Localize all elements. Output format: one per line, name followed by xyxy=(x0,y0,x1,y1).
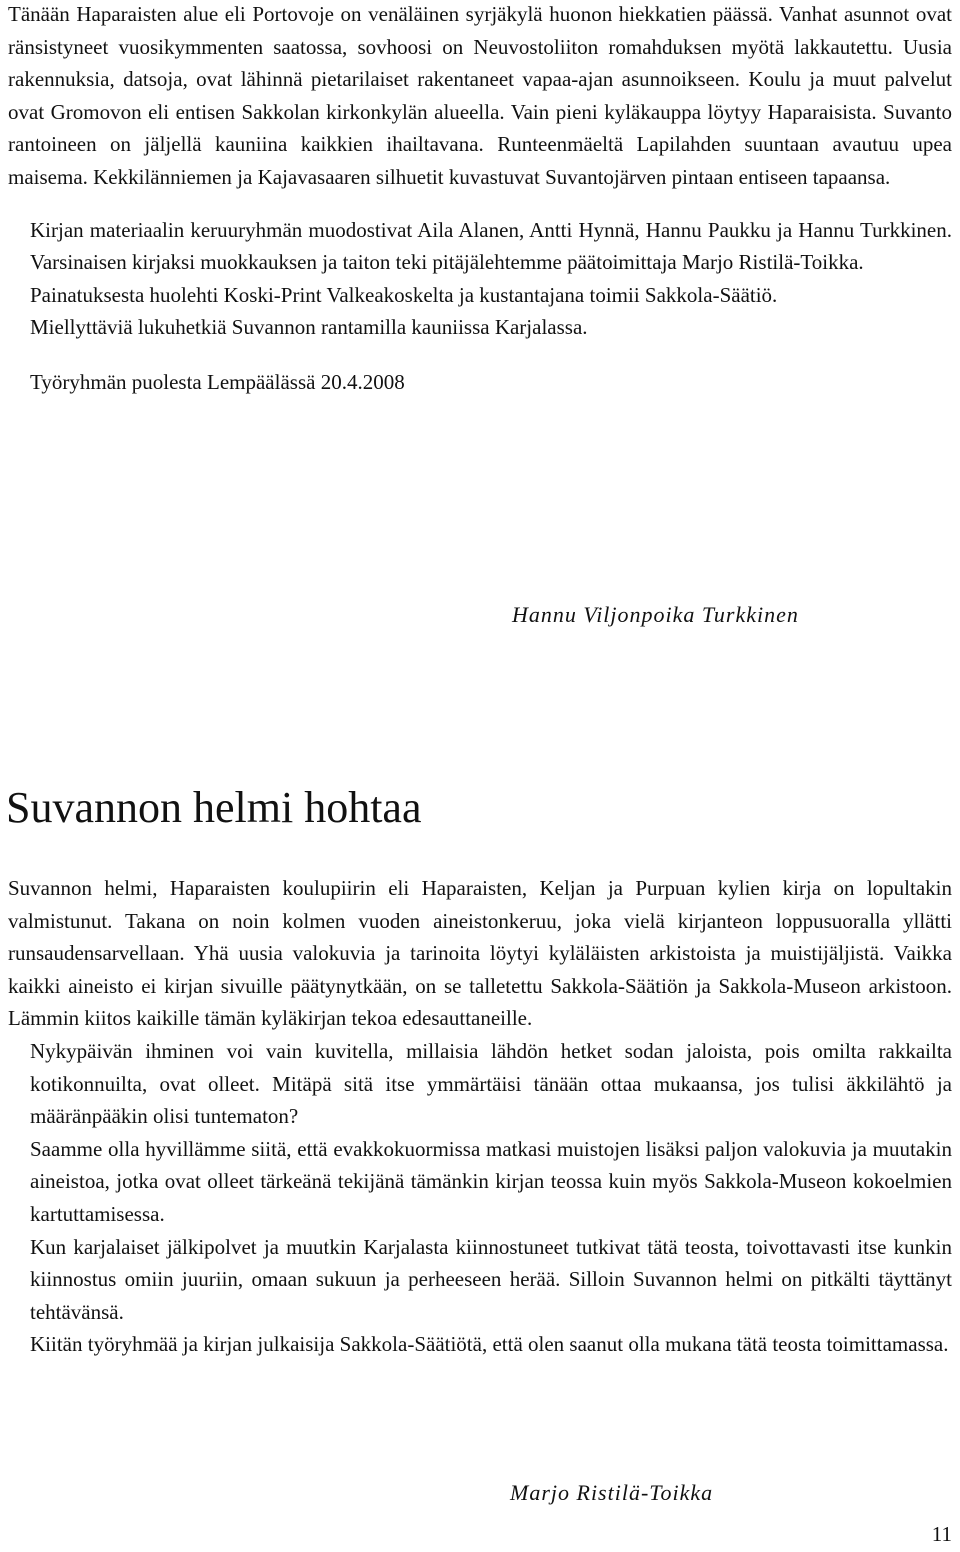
body-paragraph: Suvannon helmi, Haparaisten koulupiirin eli Haparaisten, Keljan ja Purpuan kylien kirja on lopultakin valmistunut. Takana on noin kolmen vuoden aineistonkeruu, joka vielä kirjanteon loppusuoralla yllätti runsaudensarvellaan. Yhä uusia valokuvia ja tarinoita löytyi kyläläisten arkistoista ja muistijäljistä. Vaikka kaikki aineisto ei kirjan sivuille päätynytkään, on se talletettu Sakkola-Säätiön ja Sakkola-Museon arkistoon. Lämmin kiitos kaikille tämän kyläkirjan tekoa edesauttaneille. xyxy=(8,876,952,1031)
intro-text-block xyxy=(8,0,952,399)
intro-paragraph: Tänään Haparaisten alue eli Portovoje on venäläinen syrjäkylä huonon hiekkatien päässä. Vanhat asunnot ovat ränsistyneet vuosikymmenten saatossa, sovhoosi on Neuvostoliiton romahduksen myötä lakkautettu. Uusia rakennuksia, datsoja, ovat lähinnä pietarilaiset rakentaneet vapaa-ajan asunnoikseen. Koulu ja muut palvelut ovat Gromovon eli entisen Sakkolan kirkonkylän alueella. Vain pieni kyläkauppa löytyy Haparaisista. Suvanto rantoineen on jäljellä kauniina kaikkien ihailtavana. Runteenmäeltä Lapilahden suuntaan avautuu upea maisema. Kekkilänniemen ja Kajavasaaren silhuetit kuvastuvat Suvantojärven pintaan entiseen tapaansa. xyxy=(8,2,952,189)
body-paragraph: Kiitän työryhmää ja kirjan julkaisija Sakkola-Säätiötä, että olen saanut olla mukana tätä teosta toimittamassa. xyxy=(30,1332,949,1357)
main-text-block xyxy=(8,872,952,1361)
signature-ristila-toikka: Marjo Ristilä-Toikka xyxy=(510,1480,714,1505)
body-paragraph: Saamme olla hyvillämme siitä, että evakkokuormissa matkasi muistojen lisäksi paljon valokuvia ja muutakin aineistoa, jotka ovat olleet tärkeänä tekijänä tämänkin kirjan teossa kuin myös Sakkola-Museon kokoelmien kartuttamisessa. xyxy=(30,1136,952,1226)
credits-paragraph: Kirjan materiaalin keruuryhmän muodostivat Aila Alanen, Antti Hynnä, Hannu Paukku ja Hannu Turkkinen. Varsinaisen kirjaksi muokkauksen ja taiton teki pitäjälehtemme päätoimittaja Marjo Ristilä-Toikka. xyxy=(30,217,952,275)
printing-paragraph: Painatuksesta huolehti Koski-Print Valkeakoskelta ja kustantajana toimii Sakkola-Säätiö. xyxy=(30,282,778,307)
page-number: 11 xyxy=(931,1522,952,1546)
signature-turkkinen: Hannu Viljonpoika Turkkinen xyxy=(512,602,799,627)
body-paragraph: Nykypäivän ihminen voi vain kuvitella, millaisia lähdön hetket sodan jaloista, pois omilta rakkailta kotikonnuilta, ovat olleet. Mitäpä sitä itse ymmärtäisi tänään ottaa mukaansa, jos tulisi äkkilähtö ja määränpääkin olisi tuntematon? xyxy=(30,1038,952,1129)
body-paragraph: Kun karjalaiset jälkipolvet ja muutkin Karjalasta kiinnostuneet tutkivat tätä teosta, toivottavasti itse kunkin kiinnostus omiin juuriin, omaan sukuun ja perheeseen herää. Silloin Suvannon helmi on pitkälti täyttänyt tehtävänsä. xyxy=(30,1234,952,1324)
greeting-paragraph: Miellyttäviä lukuhetkiä Suvannon rantamilla kauniissa Karjalassa. xyxy=(30,315,588,340)
date-place-line: Työryhmän puolesta Lempäälässä 20.4.2008 xyxy=(30,369,405,394)
section-heading: Suvannon helmi hohtaa xyxy=(6,783,422,832)
